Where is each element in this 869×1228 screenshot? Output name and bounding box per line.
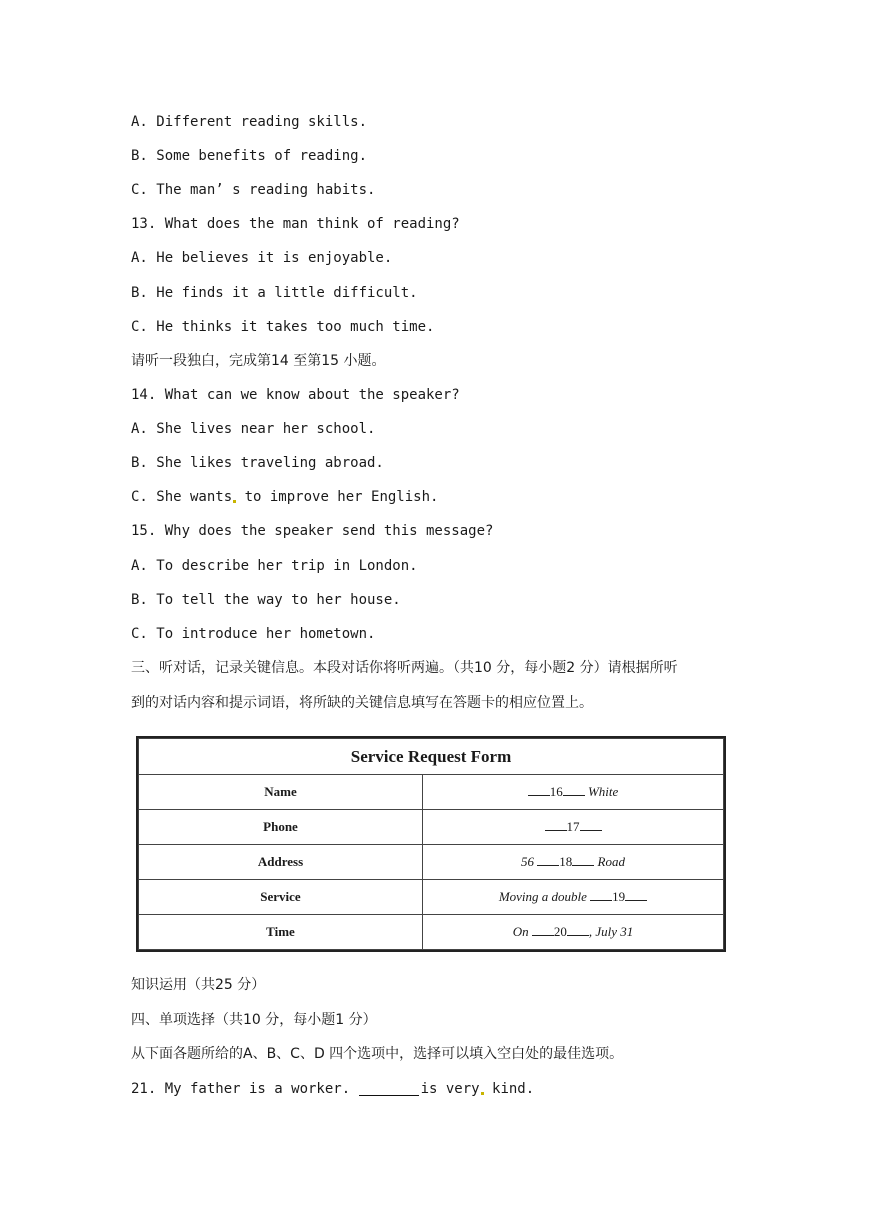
question-21-part2: is very bbox=[420, 1081, 480, 1097]
question-15: 15. Why does the speaker send this message? bbox=[131, 523, 494, 539]
option-b-text: B. She likes traveling abroad. bbox=[131, 455, 384, 471]
answer-blank bbox=[359, 1081, 419, 1096]
option-b-text: B. He finds it a little difficult. bbox=[131, 285, 418, 301]
part-heading: 知识运用（共25 分） bbox=[131, 977, 266, 993]
question-21-part3: kind. bbox=[483, 1081, 535, 1097]
service-request-form bbox=[136, 736, 726, 952]
option-c-part2: to improve her English. bbox=[236, 489, 439, 505]
form-label-phone: Phone bbox=[139, 810, 423, 845]
form-value-time: On 20 , July 31 bbox=[423, 915, 724, 950]
section-3-instruction: 到的对话内容和提示词语，将所缺的关键信息填写在答题卡的相应位置上。 bbox=[131, 695, 593, 711]
form-title: Service Request Form bbox=[139, 739, 724, 775]
form-value-name: 16 White bbox=[423, 775, 724, 810]
question-13: 13. What does the man think of reading? bbox=[131, 216, 460, 232]
form-label-address: Address bbox=[139, 845, 423, 880]
option-a-text: A. She lives near her school. bbox=[131, 421, 376, 437]
option-a-text: A. He believes it is enjoyable. bbox=[131, 250, 393, 266]
form-label-time: Time bbox=[139, 915, 423, 950]
option-c-text: C. To introduce her hometown. bbox=[131, 626, 376, 642]
section-4-instruction: 从下面各题所给的A、B、C、D 四个选项中，选择可以填入空白处的最佳选项。 bbox=[131, 1046, 624, 1062]
option-a-text: A. To describe her trip in London. bbox=[131, 558, 418, 574]
option-c-text: C. The man’ s reading habits. bbox=[131, 182, 376, 198]
form-value-address: 56 18 Road bbox=[423, 845, 724, 880]
form-value-service: Moving a double 19 bbox=[423, 880, 724, 915]
question-14: 14. What can we know about the speaker? bbox=[131, 387, 460, 403]
option-c-text bbox=[131, 488, 438, 506]
option-b-text: B. Some benefits of reading. bbox=[131, 148, 368, 164]
option-b-text: B. To tell the way to her house. bbox=[131, 592, 401, 608]
question-21 bbox=[131, 1080, 534, 1098]
form-label-service: Service bbox=[139, 880, 423, 915]
section-4-heading: 四、单项选择（共10 分，每小题1 分） bbox=[131, 1012, 377, 1028]
question-21-part1: 21. My father is a worker. bbox=[131, 1081, 359, 1097]
option-a-text: A. Different reading skills. bbox=[131, 114, 368, 130]
section-instruction: 请听一段独白，完成第14 至第15 小题。 bbox=[131, 353, 386, 369]
section-3-heading: 三、听对话，记录关键信息。本段对话你将听两遍。（共10 分，每小题2 分）请根据所听 bbox=[131, 660, 678, 676]
option-c-part1: C. She wants bbox=[131, 489, 233, 505]
form-value-phone: 17 bbox=[423, 810, 724, 845]
option-c-text: C. He thinks it takes too much time. bbox=[131, 319, 435, 335]
form-label-name: Name bbox=[139, 775, 423, 810]
